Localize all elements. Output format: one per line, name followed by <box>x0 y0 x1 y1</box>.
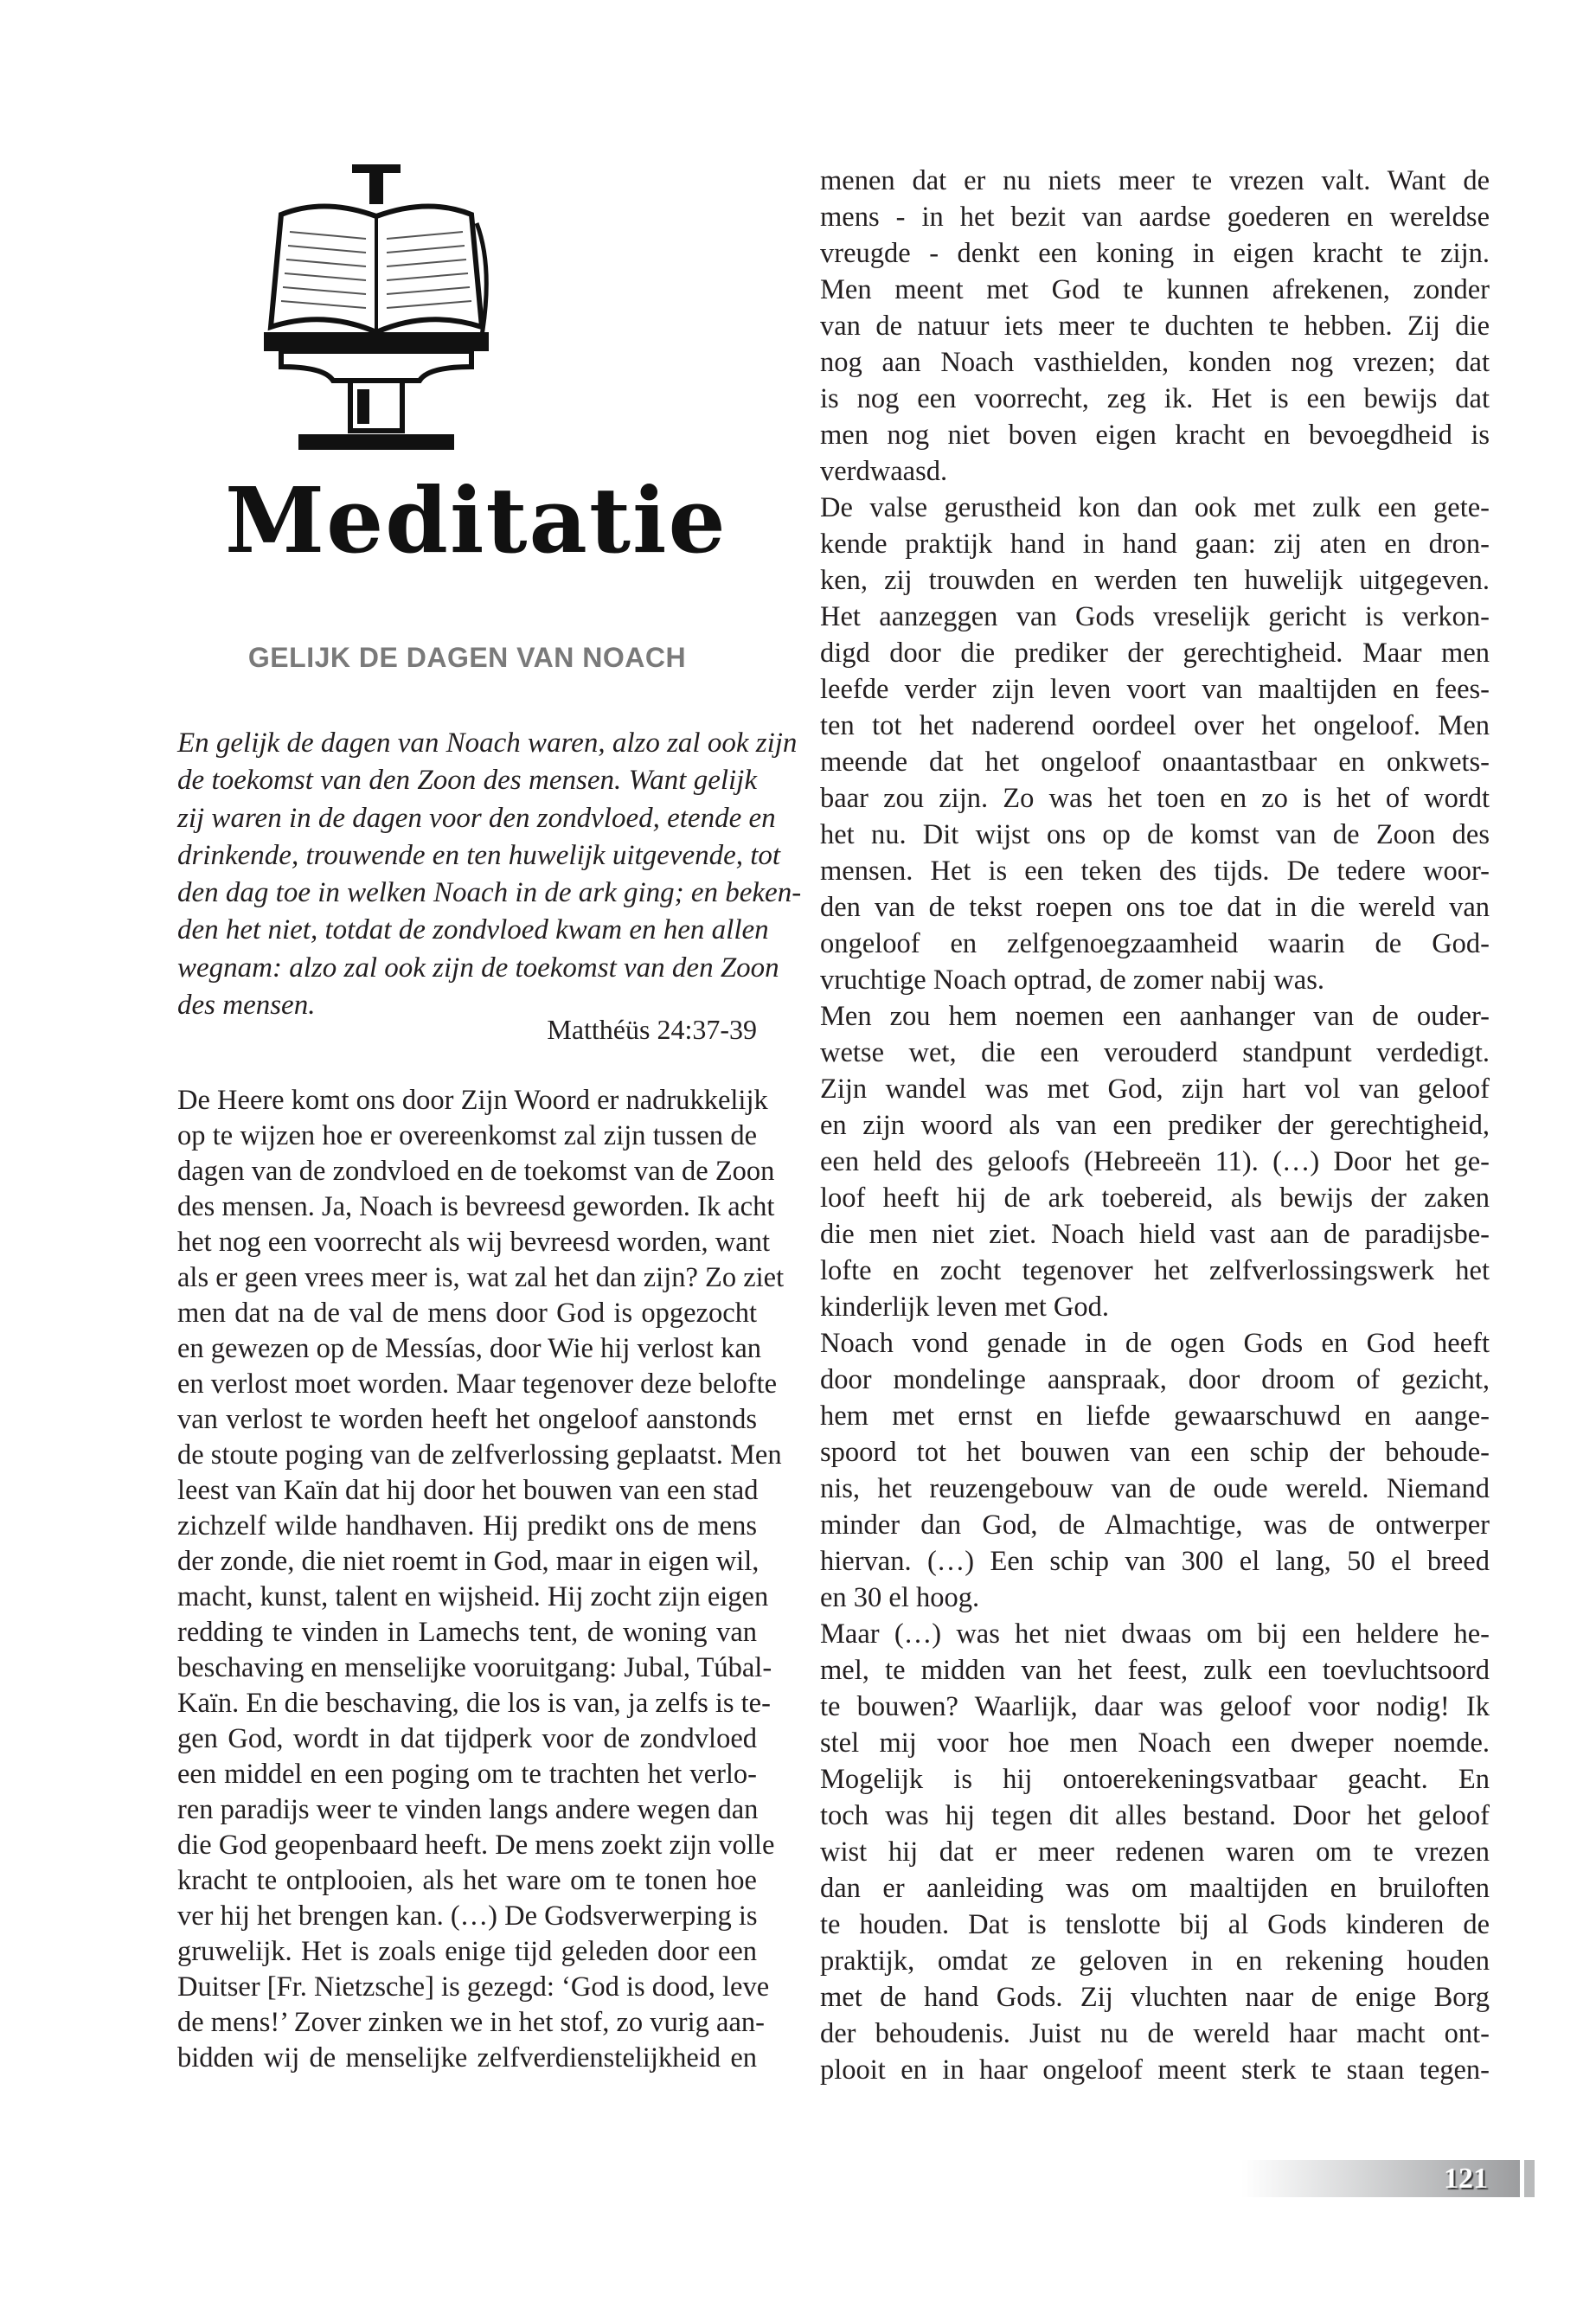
text-line: bidden wij de menselijke zelfverdienstelijkheid en <box>177 2042 757 2073</box>
text-line: een held des geloofs (Hebreeën 11). (…) Door het ge- <box>820 1146 1490 1177</box>
text-line: leest van Kaïn dat hij door het bouwen van een stad <box>177 1475 759 1506</box>
quote-line: de toekomst van den Zoon des mensen. Want gelijk <box>177 765 757 797</box>
scripture-quote <box>177 725 802 1024</box>
page-number: 121 <box>1444 2163 1488 2195</box>
quote-line: drinkende, trouwende en ten huwelijk uitgevende, tot <box>177 839 781 871</box>
text-line: gruwelijk. Het is zoals enige tijd geleden door een <box>177 1936 757 1967</box>
text-line: redding te vinden in Lamechs tent, de woning van <box>177 1617 757 1648</box>
text-line: beschaving en menselijke vooruitgang: Jubal, Túbal- <box>177 1652 772 1683</box>
text-line: die God geopenbaard heeft. De mens zoekt zijn volle <box>177 1830 775 1861</box>
text-line: menen dat er nu niets meer te vrezen valt. Want de <box>820 165 1490 196</box>
text-line: Het aanzeggen van Gods vreselijk gericht is verkon- <box>820 601 1490 632</box>
text-line: met de hand Gods. Zij vluchten naar de enige Borg <box>820 1982 1490 2013</box>
text-line: den van de tekst roepen ons toe dat in die wereld van <box>820 892 1490 923</box>
quote-line: des mensen. <box>177 990 316 1022</box>
text-line: van de natuur iets meer te duchten te hebben. Zij die <box>820 311 1490 342</box>
text-line: De Heere komt ons door Zijn Woord er nadrukkelijk <box>177 1085 768 1116</box>
text-line: nog aan Noach vasthielden, konden nog vrezen; dat <box>820 347 1490 378</box>
text-line: wist hij dat er meer redenen waren om te vrezen <box>820 1836 1490 1868</box>
text-line: te houden. Dat is tenslotte bij al Gods kinderen de <box>820 1909 1490 1940</box>
body-column-right <box>820 163 1490 2088</box>
quote-line: zij waren in de dagen voor den zondvloed, etende en <box>177 802 776 834</box>
text-line: als er geen vrees meer is, wat zal het dan zijn? Zo ziet <box>177 1262 785 1293</box>
text-line: baar zou zijn. Zo was het toen en zo is het of wordt <box>820 783 1490 814</box>
text-line: ren paradijs weer te vinden langs andere wegen dan <box>177 1794 759 1825</box>
text-line: meende dat het ongeloof onaantastbaar en onkwets- <box>820 747 1490 778</box>
text-line: leefde verder zijn leven voort van maaltijden en fees- <box>820 674 1490 705</box>
text-line: minder dan God, de Almachtige, was de ontwerper <box>820 1509 1490 1541</box>
quote-line: den dag toe in welken Noach in de ark ging; en beken- <box>177 877 802 909</box>
text-line: Zijn wandel was met God, zijn hart vol van geloof <box>820 1074 1490 1105</box>
text-line: stel mij voor hoe men Noach een dweper noemde. <box>820 1727 1490 1759</box>
text-line: kracht te ontplooien, als het ware om te tonen hoe <box>177 1865 757 1896</box>
text-line: loof heeft hij de ark toebereid, als bewijs der zaken <box>820 1183 1490 1214</box>
text-line: mel, te midden van het feest, zulk een toevluchtsoord <box>820 1655 1490 1686</box>
text-line: Men meent met God te kunnen afrekenen, zonder <box>820 274 1490 305</box>
text-line: mens - in het bezit van aardse goederen en wereldse <box>820 202 1490 233</box>
text-line: vreugde - denkt een koning in eigen kracht te zijn. <box>820 238 1490 269</box>
text-line: ten tot het naderend oordeel over het ongeloof. Men <box>820 710 1490 741</box>
text-line: door mondelinge aanspraak, door droom of gezicht, <box>820 1364 1490 1395</box>
text-line: die men niet ziet. Noach hield vast aan de paradijsbe- <box>820 1219 1490 1250</box>
text-line: nis, het reuzengebouw van de oude wereld. Niemand <box>820 1473 1490 1504</box>
text-line: plooit en in haar ongeloof meent sterk te staan tegen- <box>820 2054 1490 2086</box>
text-line: ongeloof en zelfgenoegzaamheid waarin de God- <box>820 928 1490 959</box>
open-book-icon <box>255 163 497 457</box>
text-line: spoord tot het bouwen van een schip der behoude- <box>820 1437 1490 1468</box>
text-line: Maar (…) was het niet dwaas om bij een heldere he- <box>820 1618 1490 1650</box>
text-line: Kaïn. En die beschaving, die los is van, ja zelfs is te- <box>177 1688 771 1719</box>
text-line: en verlost moet worden. Maar tegenover deze belofte <box>177 1368 778 1400</box>
text-line: Mogelijk is hij ontoerekeningsvatbaar geacht. En <box>820 1764 1490 1795</box>
text-line: is nog een voorrecht, zeg ik. Het is een bewijs dat <box>820 383 1490 414</box>
text-line: De valse gerustheid kon dan ook met zulk een gete- <box>820 492 1490 523</box>
text-line: men nog niet boven eigen kracht en bevoegdheid is <box>820 420 1490 451</box>
text-line: zichzelf wilde handhaven. Hij predikt ons de mens <box>177 1510 757 1541</box>
text-line: wetse wet, die een verouderd standpunt verdedigt. <box>820 1037 1490 1068</box>
text-line: dan er aanleiding was om maaltijden en bruiloften <box>820 1873 1490 1904</box>
text-line: te bouwen? Waarlijk, daar was geloof voor nodig! Ik <box>820 1691 1490 1722</box>
quote-line: den het niet, totdat de zondvloed kwam en hen allen <box>177 914 769 946</box>
text-line: digd door die prediker der gerechtigheid. Maar men <box>820 638 1490 669</box>
text-line: der behoudenis. Juist nu de wereld haar macht ont- <box>820 2018 1490 2049</box>
text-line: ken, zij trouwden en werden ten huwelijk uitgegeven. <box>820 565 1490 596</box>
scripture-reference: Matthéüs 24:37-39 <box>547 1014 757 1045</box>
footer-tab <box>1524 2160 1535 2197</box>
text-line: Noach vond genade in de ogen Gods en God heeft <box>820 1328 1490 1359</box>
text-line: mensen. Het is een teken des tijds. De tedere woor- <box>820 856 1490 887</box>
text-line: des mensen. Ja, Noach is bevreesd geworden. Ik acht <box>177 1191 775 1222</box>
quote-line: En gelijk de dagen van Noach waren, alzo zal ook zijn <box>177 727 798 759</box>
article-heading: GELIJK DE DAGEN VAN NOACH <box>247 642 687 673</box>
text-line: de mens!’ Zover zinken we in het stof, zo vurig aan- <box>177 2007 765 2038</box>
masthead-title: Meditatie <box>225 467 727 574</box>
text-line: het nog een voorrecht als wij bevreesd worden, want <box>177 1227 770 1258</box>
text-line: kinderlijk leven met God. <box>820 1292 1109 1323</box>
text-line: verdwaasd. <box>820 456 948 487</box>
text-line: lofte en zocht tegenover het zelfverlossingswerk het <box>820 1255 1490 1286</box>
text-line: der zonde, die niet roemt in God, maar in eigen wil, <box>177 1546 760 1577</box>
text-line: en zijn woord als van een prediker der gerechtigheid, <box>820 1110 1490 1141</box>
text-line: macht, kunst, talent en wijsheid. Hij zocht zijn eigen <box>177 1581 769 1612</box>
text-line: Men zou hem noemen een aanhanger van de ouder- <box>820 1001 1490 1032</box>
text-line: men dat na de val de mens door God is opgezocht <box>177 1298 757 1329</box>
text-line: toch was hij tegen dit alles bestand. Door het geloof <box>820 1800 1490 1831</box>
text-line: ver hij het brengen kan. (…) De Godsverwerping is <box>177 1900 758 1932</box>
text-line: een middel en een poging om te trachten het verlo- <box>177 1759 757 1790</box>
text-line: Duitser [Fr. Nietzsche] is gezegd: ‘God is dood, leve <box>177 1971 770 2003</box>
text-line: hem met ernst en liefde gewaarschuwd en aange- <box>820 1400 1490 1432</box>
bible-lectern-illustration <box>255 163 497 457</box>
text-line: de stoute poging van de zelfverlossing geplaatst. Men <box>177 1439 782 1471</box>
text-line: gen God, wordt in dat tijdperk voor de zondvloed <box>177 1723 757 1754</box>
text-line: dagen van de zondvloed en de toekomst van de Zoon <box>177 1156 775 1187</box>
quote-line: wegnam: alzo zal ook zijn de toekomst van den Zoon <box>177 952 779 984</box>
text-line: het nu. Dit wijst ons op de komst van de Zoon des <box>820 819 1490 850</box>
text-line: vruchtige Noach optrad, de zomer nabij was. <box>820 965 1324 996</box>
text-line: praktijk, omdat ze geloven in en rekening houden <box>820 1945 1490 1977</box>
text-line: en gewezen op de Messías, door Wie hij verlost kan <box>177 1333 761 1364</box>
text-line: van verlost te worden heeft het ongeloof aanstonds <box>177 1404 757 1435</box>
body-column-left <box>177 1083 785 2076</box>
text-line: op te wijzen hoe er overeenkomst zal zijn tussen de <box>177 1120 757 1151</box>
text-line: en 30 el hoog. <box>820 1582 980 1613</box>
text-line: hiervan. (…) Een schip van 300 el lang, 50 el breed <box>820 1546 1490 1577</box>
text-line: kende praktijk hand in hand gaan: zij aten en dron- <box>820 529 1490 560</box>
